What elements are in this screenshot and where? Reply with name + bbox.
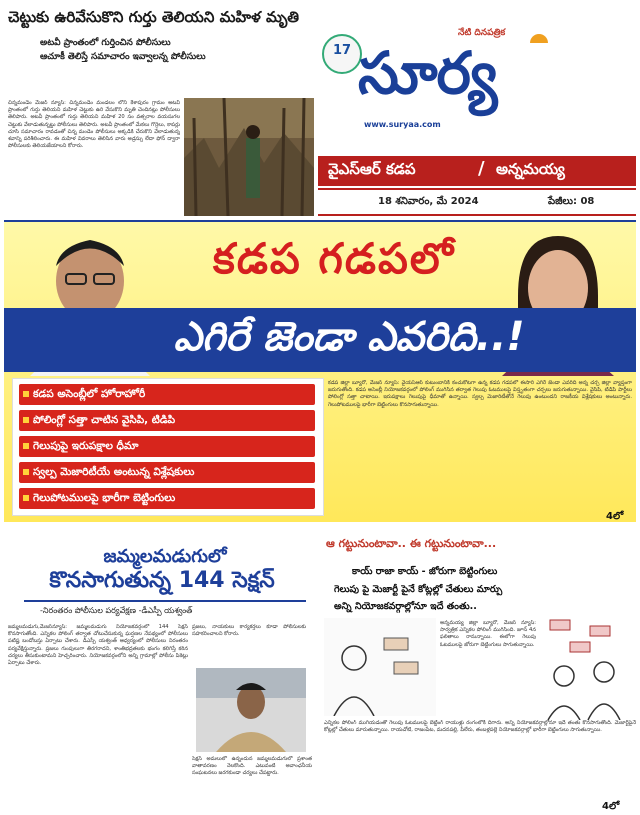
edition-bar — [318, 156, 636, 186]
dsp-photo — [196, 668, 306, 752]
jammalamadugu-body-side: ప్రజలు, నాయకులు కార్యకర్తలు కూడా పోలీసులకు సహకరించాలని కోరారు. — [192, 624, 306, 638]
top-story-subheadline-2: ఆచూకీ తెలిస్తే సమాచారం ఇవ్వాలన్న పోలీసులు — [40, 52, 206, 62]
betting-kicker-text: ఆ గట్టునుంటావా.. ఈ గట్టునుంటావా... — [326, 537, 497, 550]
headline-rule — [24, 600, 306, 602]
lead-story-banner — [4, 220, 636, 522]
betting-cartoon-left — [324, 618, 436, 716]
anniversary-number: 17 — [332, 43, 352, 58]
continued-marker: 4లో — [602, 801, 620, 812]
edition-separator: / — [478, 158, 485, 179]
betting-story-kicker — [322, 534, 634, 556]
key-point: గెలుపుపై ఇరుపక్షాల ధీమా — [19, 436, 315, 457]
betting-cartoon-right — [540, 612, 636, 720]
jammalamadugu-byline: -నిరంతరం పోలీసుల పర్యవేక్షణ -డీఎస్పీ యశ్వంత్ — [40, 606, 193, 615]
date-bar — [318, 188, 636, 216]
masthead — [318, 8, 636, 214]
key-points-list — [12, 378, 324, 516]
key-point: పోలింగ్లో సత్తా చాటిన వైసిపి, టిడిపి — [19, 410, 315, 431]
betting-headline-3: అన్ని నియోజకవర్గాల్లోనూ ఇదే తంతు.. — [334, 601, 477, 612]
jammalamadugu-headline-2: కొనసాగుతున్న 144 సెక్షన్ — [49, 568, 275, 593]
jammalamadugu-body-end: సెక్షన్ అమలులో ఉన్నందున జమ్మలమడుగులో ప్రశాంత వాతావరణం నెలకొంది. ఎటువంటి అవాంఛనీయ సంఘటనలు జరగకుండా చర్యలు చేపట్టారు. — [192, 756, 312, 777]
key-point: గెలుపోటములపై భారీగా బెట్టింగులు — [19, 488, 315, 509]
top-story-headline: చెట్టుకు ఉరివేసుకొని గుర్తు తెలియని మహిళ మృతి — [8, 8, 300, 26]
banner-headline-1: కడప గడపలో — [212, 234, 456, 283]
continued-marker: 4లో — [606, 511, 624, 522]
edition-district-1: వైఎస్ఆర్ కడప — [328, 160, 416, 178]
betting-headline-1: కాయ్ రాజా కాయ్ - జోరుగా బెట్టింగులు — [352, 566, 498, 577]
jammalamadugu-body: జమ్మలమడుగు,మేజర్‌న్యూస్: జమ్మలమడుగు నియోజకవర్గంలో 144 సెక్షన్ కొనసాగుతోంది. ఎన్నికల పోలింగ్ తర్వాత చోటుచేసుకున్న ఘర్షణల నేపథ్యంలో పోలీసులు పటిష్ట బందోబస్తు ఏర్పాటు చేశారు. డీఎస్పీ యశ్వంత్ ఆధ్వర్యంలో పోలీసులు నిరంతరం పర్యవేక్షిస్తున్నారు. ప్రజలు గుంపులుగా తిరగరాదని, శాంతిభద్రతలకు భంగం కలిగిస్తే కఠిన చర్యలు తీసుకుంటామని హెచ్చరించారు. నియోజకవర్గంలోని అన్ని గ్రామాల్లో పోలీసు పికెట్లు ఏర్పాటు చేశారు. — [8, 624, 188, 667]
sun-icon — [528, 28, 550, 40]
top-story-subheadline-1: అటవీ ప్రాంతంలో గుర్తించిన పోలీసులు — [40, 38, 171, 48]
betting-body: ఎన్నికల పోలింగ్ ముగియడంతో గెలుపు ఓటములపై బెట్టింగ్ రాయుళ్లు రంగంలోకి దిగారు. అన్ని నియోజకవర్గాల్లోనూ ఇదే తంతు కొనసాగుతోంది. మెజార్టీపైనే కోట్లల్లో చేతులు మారుతున్నాయి. రాయచోటి, రాజంపేట, మదనపల్లి, పీలేరు, తంబళ్లపల్లె నియోజకవర్గాల్లో భారీగా బెట్టింగులు సాగుతున్నాయి. — [324, 720, 636, 734]
anniversary-badge — [322, 34, 362, 74]
website-url: www.suryaa.com — [364, 120, 441, 129]
newspaper-logo: సూర్య — [358, 39, 497, 107]
edition-district-2: అన్నమయ్య — [496, 160, 565, 178]
betting-body-intro: అన్నమయ్య జిల్లా బ్యూరో, మేజర్ న్యూస్: సార్వత్రిక ఎన్నికల పోలింగ్ ముగిసింది. జూన్ 4న ఫలితాలు రానున్నాయి. ఈలోగా గెలుపు ఓటములపై జోరుగా బెట్టింగులు సాగుతున్నాయి. — [440, 620, 536, 648]
jammalamadugu-headline-1: జమ్మలమడుగులో — [103, 546, 227, 567]
page-count: పేజీలు: 08 — [548, 196, 595, 207]
betting-headline-2: గెలుపు పై మెజార్టీ పైనే కోట్లల్లో చేతులు మార్పు — [334, 584, 503, 595]
issue-date: 18 శనివారం, మే 2024 — [378, 196, 479, 207]
top-story-photo — [184, 98, 314, 216]
banner-headline-2: ఎగిరే జెండా ఎవరిది..! — [173, 314, 525, 360]
lead-story-body: కడప జిల్లా బ్యూరో, మేజర్ న్యూస్: వైయస్ఆర్ కుటుంబానికి కంచుకోటగా ఉన్న కడప గడపలో ఈసారి ఎగిరే జెండా ఎవరిది అన్న చర్చ జిల్లా వ్యాప్తంగా జరుగుతోంది. కడప అసెంబ్లీ నియోజకవర్గంలో పోలింగ్ ముగిసిన తర్వాత గెలుపు ఓటములపై విస్తృతంగా చర్చలు జరుగుతున్నాయి. వైసిపి, టిడిపి పార్టీలు పోలింగ్లో సత్తా చాటాయి. ఇరుపక్షాలు గెలుపుపై ధీమాతో ఉన్నాయి. స్వల్ప మెజారిటీతోనే గెలుపు ఉంటుందని రాజకీయ విశ్లేషకులు అంటున్నారు. గెలుపోటములపై భారీగా బెట్టింగులు కొనసాగుతున్నాయి. — [328, 380, 632, 408]
key-point: స్వల్ప మెజారిటీయే అంటున్న విశ్లేషకులు — [19, 462, 315, 483]
masthead-tagline: నేటి దినపత్రిక — [458, 28, 506, 38]
top-story-body: చిన్నమండెం మేజర్ న్యూస్: చిన్నమండెం మండలం లోని కేశాపురం గ్రామం అటవీ ప్రాంతంలో గుర్తు తెలియని మహిళ చెట్టుకు ఉరి వేసుకొని మృతి చెందినట్లు పోలీసులు తెలిపారు. అటవీ ప్రాంతంలో గుర్తు తెలియని మహిళ 20 సం వత్సరాల వయసుగల చెట్టుకు వేలాడుతున్నట్టు పోలీసులు తెలిపారు. అటవీ ప్రాంతంలో మేకలు గొర్రెలు, కాపర్లు చూసి సమాచారం రావడంతో చిన్న మండెం పోలీసులు అక్కడికి చేరుకొని వేలాడుతున్న శవాన్ని పరిశీలించారు. ఈ మహిళ వివరాలు తెలిసిన వారు అడ్రస్సు లేదా ఫోన్ ద్వారా పోలీసులకు తెలియజేయాలని కోరారు. — [8, 100, 180, 150]
key-point: కడప అసెంబ్లీలో హోరాహోరీ — [19, 384, 315, 405]
